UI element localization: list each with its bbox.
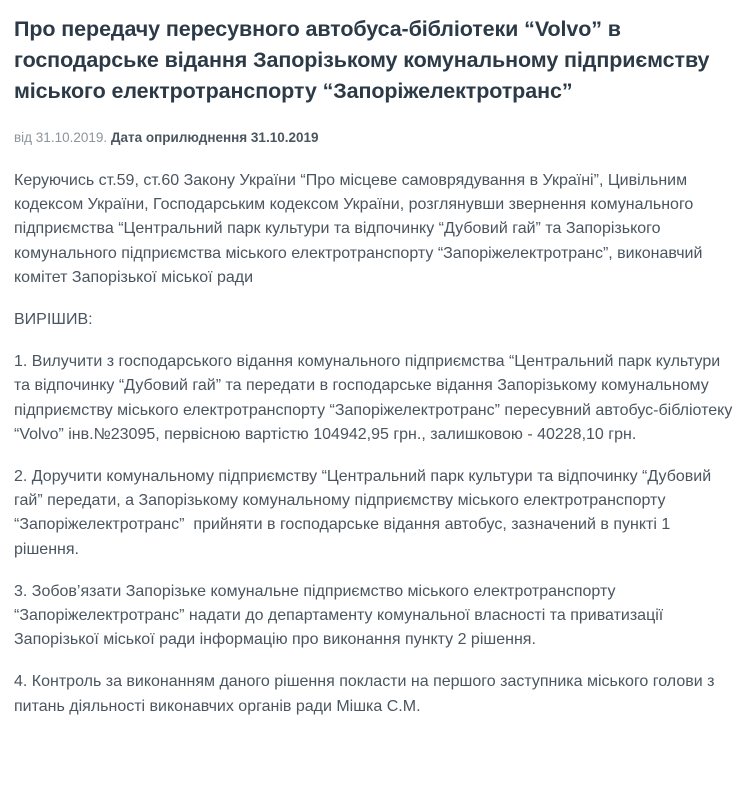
- document-body: [14, 169, 736, 719]
- paragraph-item-2: 2. Доручити комунальному підприємству “Центральний парк культури та відпочинку “Дубовий гай” передати, а Запорізькому комунальному підприємству міського електротранспорту “Запоріжелектротранс” прийняти в господарське відання автобус, зазначений в пункті 1 рішення.: [14, 468, 716, 558]
- paragraph-item-4: 4. Контроль за виконанням даного рішення покласти на першого заступника міського голови з питань діяльності виконавчих органів ради Мішка С.М.: [14, 673, 719, 715]
- paragraph-item-1: 1. Вилучити з господарського відання комунального підприємства “Центральний парк культури та відпочинку “Дубовий гай” та передати в господарське відання Запорізькому комунальному підприємству міського електротранспорту “Запоріжелектротранс” пересувний автобус-бібліотеку “Volvo” інв.№23095, первісною вартістю 104942,95 грн., залишковою - 40228,10 грн.: [14, 353, 737, 443]
- paragraph-preamble: Керуючись ст.59, ст.60 Закону України “Про місцеве самоврядування в Україні”, Цивільним кодексом України, Господарським кодексом України, розглянувши звернення комунального підприємства “Центральний парк культури та відпочинку “Дубовий гай” та Запорізького комунального підприємства міського електротранспорту “Запоріжелектротранс”, виконавчий комітет Запорізької міської ради: [14, 172, 707, 286]
- page-title: Про передачу пересувного автобуса-бібліотеки “Volvo” в господарське відання Запорізькому комунальному підприємству міського електротранспорту “Запоріжелектротранс”: [14, 17, 710, 103]
- paragraph-item-3: 3. Зобов’язати Запорізьке комунальне підприємство міського електротранспорту “Запоріжелектротранс” надати до департаменту комунальної власності та приватизації Запорізької міської ради інформацію про виконання пункту 2 рішення.: [14, 582, 673, 649]
- paragraph-resolution-heading: ВИРІШИВ:: [14, 311, 93, 329]
- meta-publication-date: Дата оприлюднення 31.10.2019: [110, 130, 319, 145]
- document-meta: [14, 129, 736, 147]
- meta-from-date: від 31.10.2019.: [14, 130, 108, 145]
